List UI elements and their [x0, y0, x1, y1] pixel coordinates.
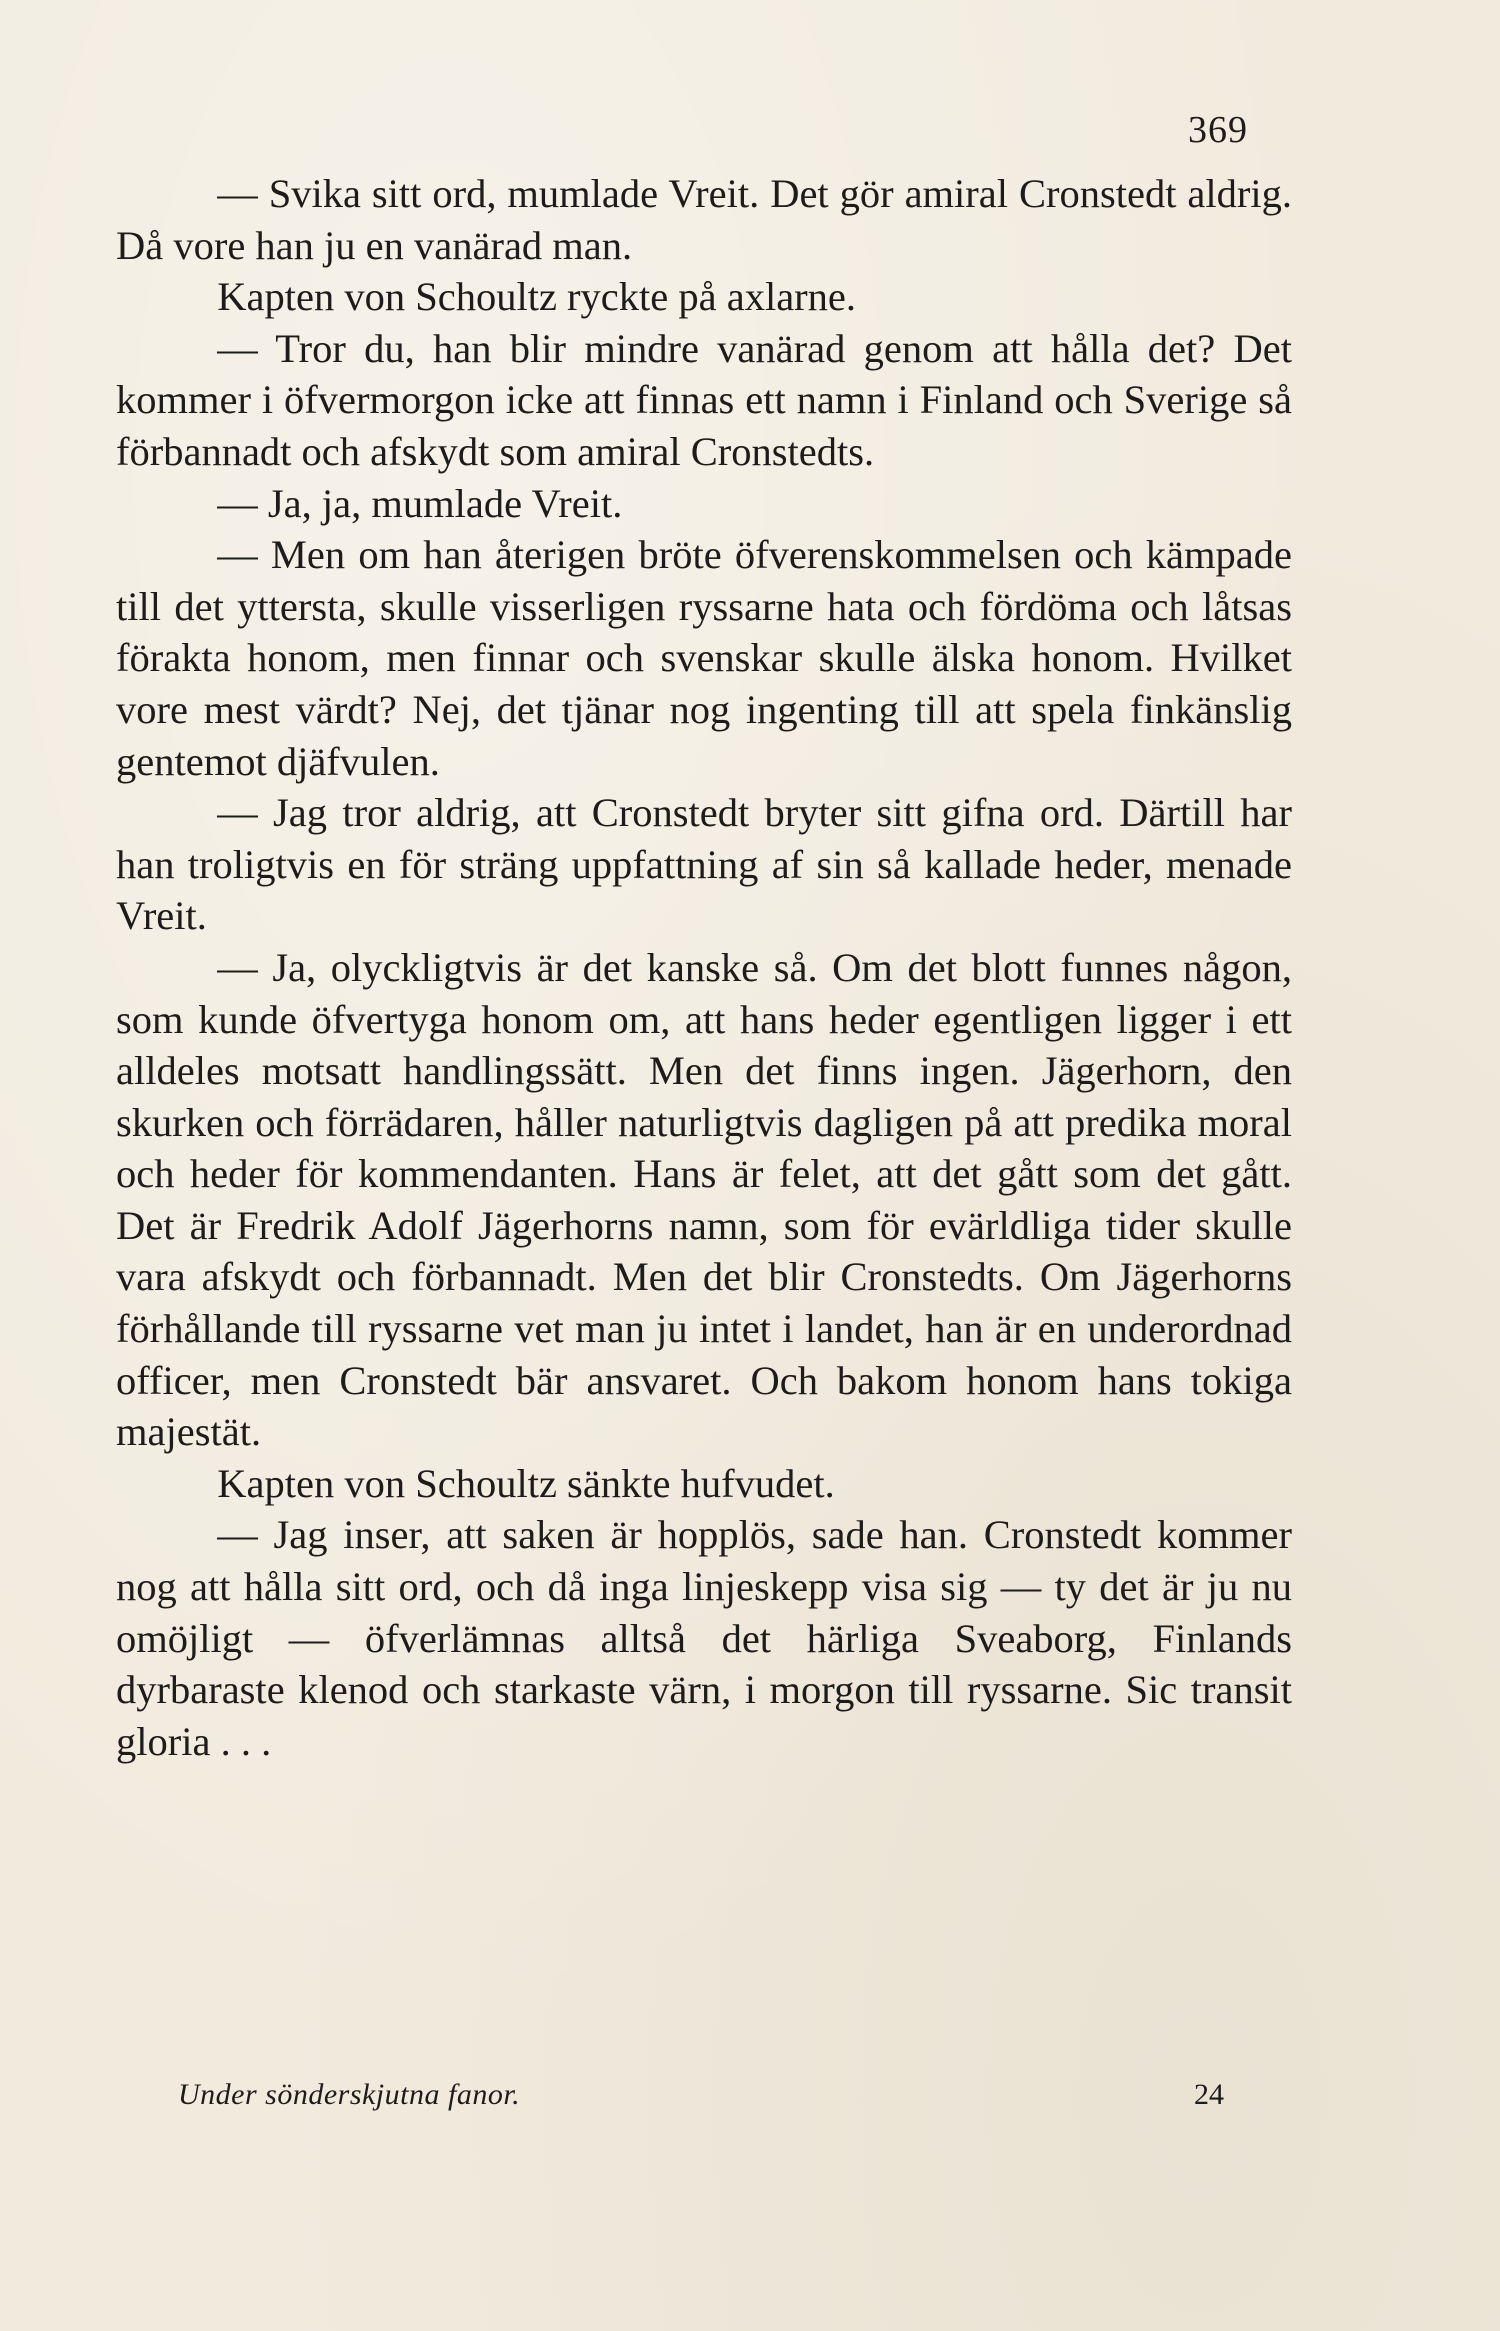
signature-mark: 24 — [1194, 2078, 1224, 2111]
paragraph: — Ja, ja, mumlade Vreit. — [217, 480, 623, 526]
paragraph: — Tror du, han blir mindre vanärad genom att hålla det? Det kommer i öfvermorgon icke att finnas ett namn i Finland och Sverige så förbannadt och afskydt som amiral Cronstedts. — [116, 325, 1292, 474]
paragraph: — Men om han återigen bröte öfverenskommelsen och kämpade till det yttersta, skulle visserligen ryssarne hata och fördöma och låtsas förakta honom, men finnar och svenskar skulle älska honom. Hvilket vore mest värdt? Nej, det tjänar nog ingenting till att spela finkänslig gentemot djäfvulen. — [116, 532, 1292, 784]
paragraph: — Svika sitt ord, mumlade Vreit. Det gör amiral Cronstedt aldrig. Då vore han ju en vanärad man. — [116, 171, 1292, 268]
paragraph: — Jag tror aldrig, att Cronstedt bryter sitt gifna ord. Därtill har han troligtvis en för sträng uppfattning af sin så kallade heder, menade Vreit. — [116, 790, 1292, 939]
paragraph: Kapten von Schoultz sänkte hufvudet. — [217, 1460, 835, 1506]
paragraph: — Ja, olyckligtvis är det kanske så. Om det blott funnes någon, som kunde öfvertyga honom om, att hans heder egentligen ligger i ett alldeles motsatt handlingssätt. Men det finns ingen. Jägerhorn, den skurken och förrädaren, håller naturligtvis dagligen på att predika moral och heder för kommendanten. Hans är felet, att det gått som det gått. Det är Fredrik Adolf Jägerhorns namn, som för evärldliga tider skulle vara afskydt och förbannadt. Men det blir Cronstedts. Om Jägerhorns förhållande till ryssarne vet man ju intet i landet, han är en underordnad officer, men Cronstedt bär ansvaret. Och bakom honom hans tokiga majestät. — [116, 944, 1292, 1455]
book-title-footer: Under sönderskjutna fanor. — [178, 2078, 521, 2111]
body-text — [116, 168, 1292, 1767]
paragraph: Kapten von Schoultz ryckte på axlarne. — [217, 274, 857, 320]
page-footer — [178, 2078, 1224, 2122]
page-number: 369 — [1188, 109, 1248, 151]
paragraph: — Jag inser, att saken är hopplös, sade han. Cronstedt kommer nog att hålla sitt ord, och då inga linjeskepp visa sig — ty det är ju nu omöjligt — öfverlämnas alltså det härliga Sveaborg, Finlands dyrbaraste klenod och starkaste värn, i morgon till ryssarne. Sic transit gloria . . . — [116, 1512, 1292, 1764]
